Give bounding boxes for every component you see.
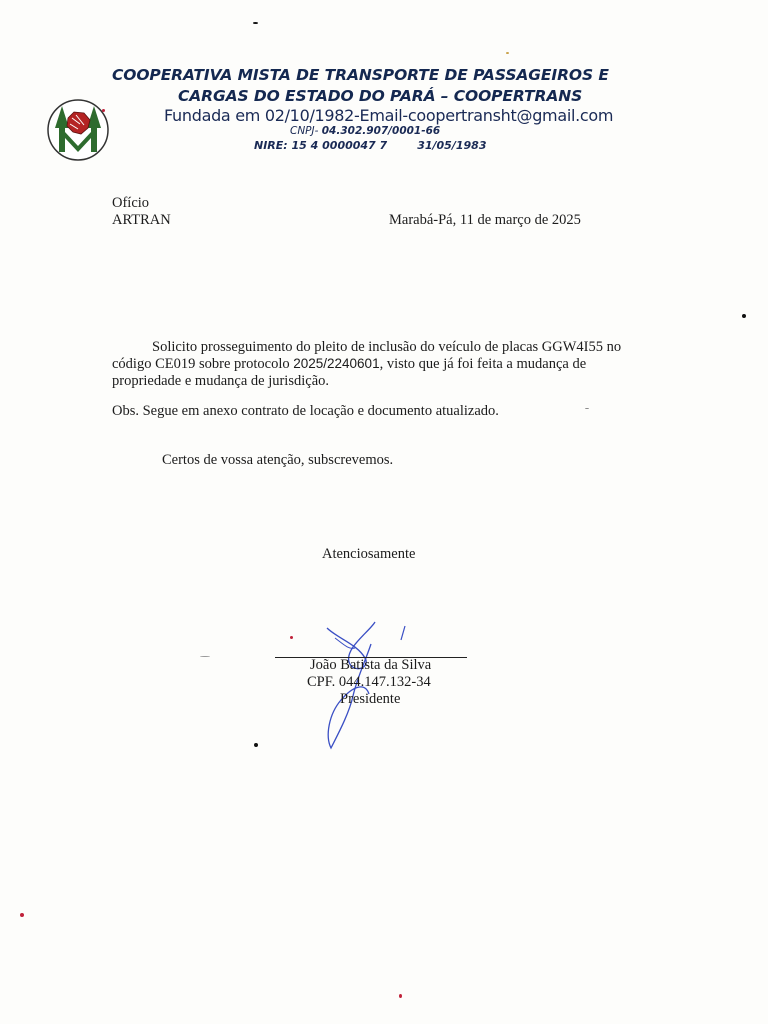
nire-date: 31/05/1983: [417, 139, 487, 152]
scan-speck: [20, 913, 24, 917]
scan-speck: [742, 314, 746, 318]
header-nire: [254, 139, 486, 152]
scan-speck: [200, 656, 210, 657]
signer-name: João Batista da Silva: [310, 657, 432, 673]
signer-role: Presidente: [340, 691, 401, 707]
header-title-line1: COOPERATIVA MISTA DE TRANSPORTE DE PASSAGEIROS E: [112, 66, 609, 84]
body-line-1: Solicito prosseguimento do pleito de inclusão do veículo de placas GGW4I55 no: [152, 339, 622, 355]
place-date: Marabá-Pá, 11 de março de 2025: [389, 212, 581, 228]
doc-type: Ofício: [112, 195, 150, 211]
cnpj-value: 04.302.907/0001-66: [321, 125, 441, 137]
courtesy-line: Certos de vossa atenção, subscrevemos.: [162, 452, 394, 468]
body-line-2-start: código CE019 sobre protocolo: [112, 356, 294, 372]
cnpj-label: CNPJ-: [290, 125, 319, 137]
obs-paragraph: Obs. Segue em anexo contrato de locação e documento atualizado.: [112, 403, 499, 419]
scan-speck: [254, 743, 258, 747]
coopertrans-logo: [46, 98, 110, 162]
body-line-3: propriedade e mudança de jurisdição.: [112, 373, 330, 389]
signer-cpf: CPF. 044.147.132-34: [307, 674, 431, 690]
header-cnpj: [290, 125, 440, 137]
scan-speck: [585, 408, 589, 409]
recipient: ARTRAN: [112, 212, 171, 228]
scan-speck: [506, 52, 509, 54]
scan-speck: [399, 994, 402, 998]
body-line-2: [112, 356, 586, 373]
nire-label: NIRE: 15 4 0000047 7: [254, 139, 388, 152]
protocol-number: 2025/2240601: [293, 356, 380, 371]
body-line-2-end: , visto que já foi feita a mudança de: [379, 356, 587, 372]
scan-speck: [102, 109, 105, 112]
closing: Atenciosamente: [322, 546, 416, 562]
header-title-line2: CARGAS DO ESTADO DO PARÁ – COOPERTRANS: [178, 87, 583, 105]
scan-speck: [253, 22, 258, 24]
scan-speck: [290, 636, 293, 639]
header-founded-line: Fundada em 02/10/1982-Email-coopertransht@gmail.com: [164, 106, 614, 125]
